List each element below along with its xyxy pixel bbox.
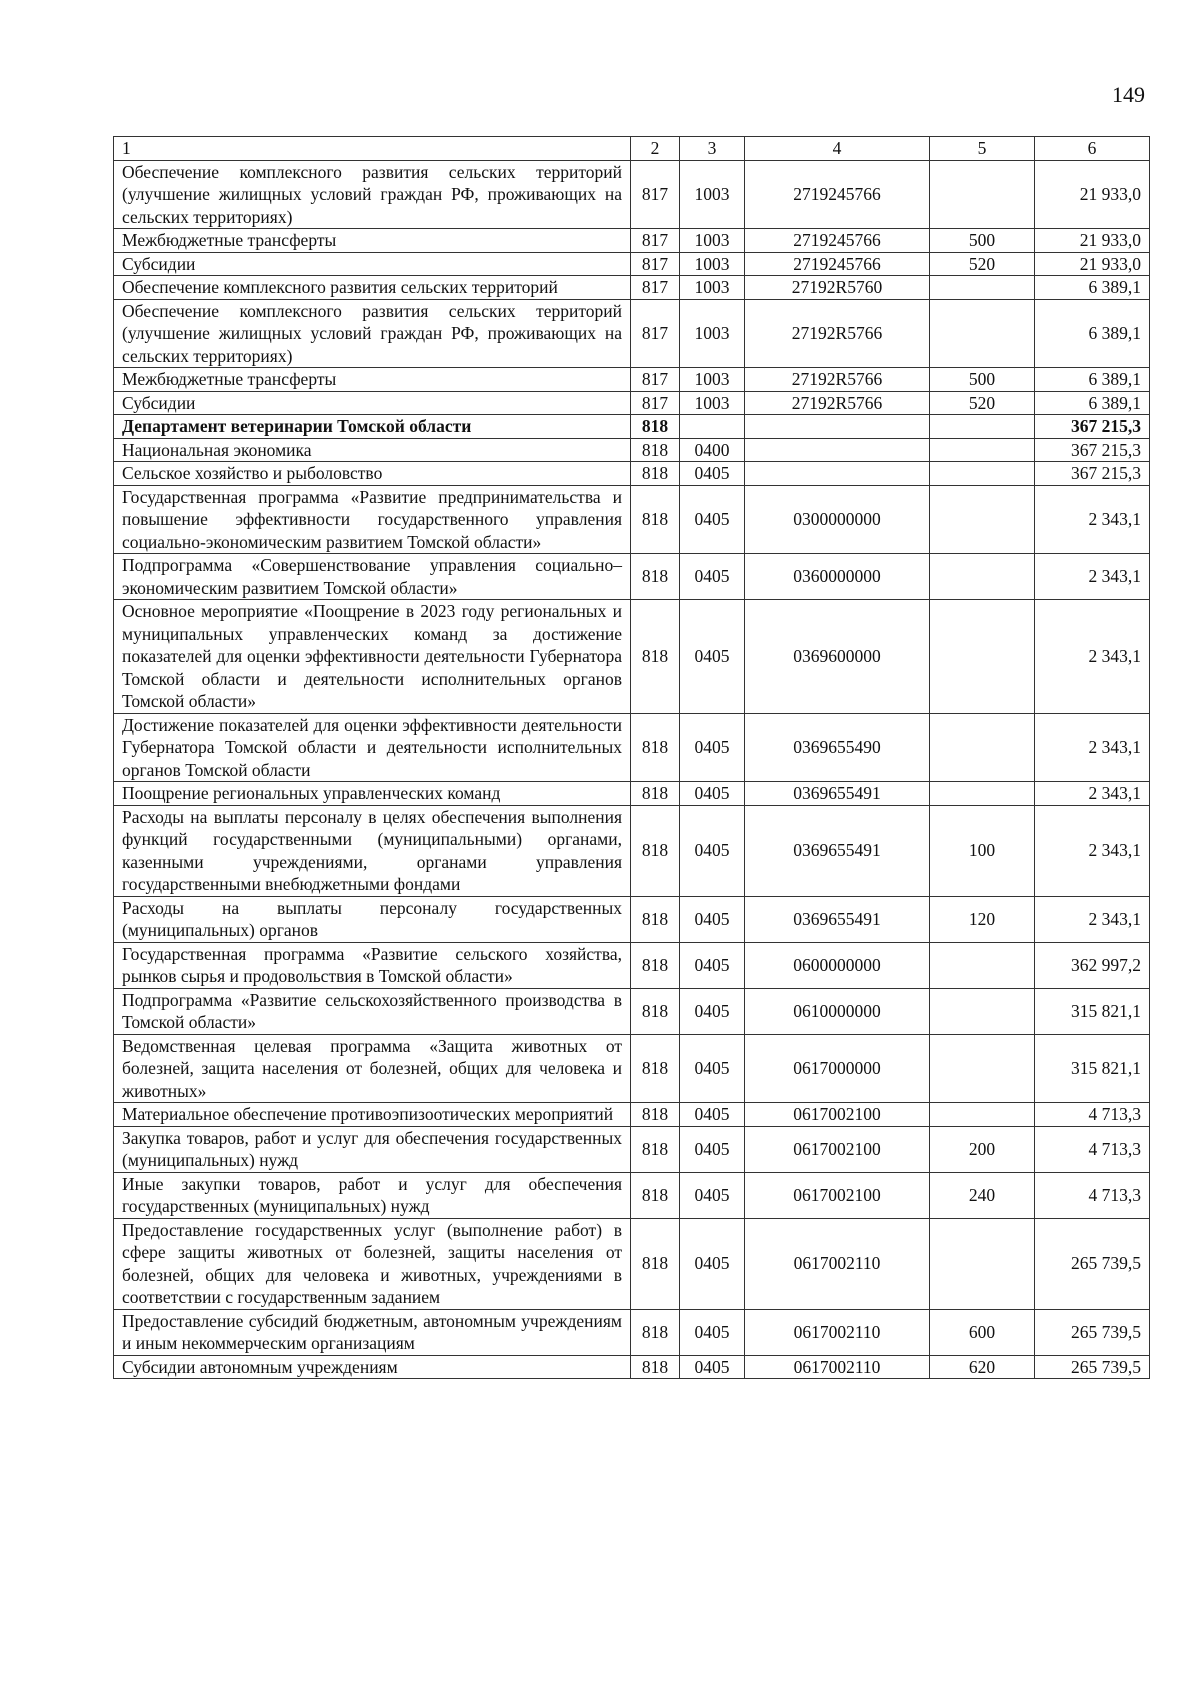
row-grbs-cell: 818 (631, 782, 680, 806)
row-name-cell: Достижение показателей для оценки эффективности деятельности Губернатора Томской области и деятельности исполнительных органов Томской области (114, 713, 631, 782)
row-target-cell: 2719245766 (745, 160, 930, 229)
table-row (114, 438, 1150, 462)
row-type-cell (930, 554, 1035, 600)
row-name-cell: Государственная программа «Развитие предпринимательства и повышение эффективности государственного управления социально-экономическим развитием Томской области» (114, 485, 631, 554)
row-target-cell: 0369655491 (745, 782, 930, 806)
row-amount-cell: 4 713,3 (1035, 1103, 1150, 1127)
row-name-cell: Межбюджетные трансферты (114, 229, 631, 253)
table-row (114, 1355, 1150, 1379)
row-amount-cell: 367 215,3 (1035, 438, 1150, 462)
row-amount-cell: 265 739,5 (1035, 1355, 1150, 1379)
row-grbs-cell: 818 (631, 485, 680, 554)
table-row (114, 485, 1150, 554)
budget-table (113, 136, 1150, 1379)
row-target-cell: 0617002100 (745, 1103, 930, 1127)
row-target-cell: 0617002100 (745, 1126, 930, 1172)
row-target-cell: 0617002100 (745, 1172, 930, 1218)
row-target-cell: 0369655491 (745, 805, 930, 896)
row-name-cell: Департамент ветеринарии Томской области (114, 415, 631, 439)
table-row (114, 391, 1150, 415)
row-amount-cell: 315 821,1 (1035, 988, 1150, 1034)
row-section-cell: 1003 (680, 368, 745, 392)
table-row (114, 988, 1150, 1034)
table-row (114, 368, 1150, 392)
row-type-cell (930, 485, 1035, 554)
row-section-cell: 0405 (680, 942, 745, 988)
row-name-cell: Закупка товаров, работ и услуг для обеспечения государственных (муниципальных) нужд (114, 1126, 631, 1172)
row-name-cell: Государственная программа «Развитие сельского хозяйства, рынков сырья и продовольствия в Томской области» (114, 942, 631, 988)
table-row (114, 1172, 1150, 1218)
row-grbs-cell: 818 (631, 1103, 680, 1127)
row-grbs-cell: 818 (631, 415, 680, 439)
row-target-cell: 27192R5766 (745, 391, 930, 415)
row-type-cell (930, 276, 1035, 300)
row-type-cell (930, 1103, 1035, 1127)
row-name-cell: Субсидии (114, 391, 631, 415)
row-name-cell: Материальное обеспечение противоэпизоотических мероприятий (114, 1103, 631, 1127)
row-section-cell: 0405 (680, 1126, 745, 1172)
row-type-cell: 520 (930, 391, 1035, 415)
header-cell-3: 3 (680, 137, 745, 161)
budget-table-body (114, 137, 1150, 1379)
row-target-cell: 2719245766 (745, 252, 930, 276)
table-row (114, 600, 1150, 714)
row-type-cell (930, 600, 1035, 714)
table-row (114, 1218, 1150, 1309)
row-grbs-cell: 818 (631, 1034, 680, 1103)
row-section-cell: 0405 (680, 1309, 745, 1355)
table-row (114, 1126, 1150, 1172)
row-amount-cell: 6 389,1 (1035, 299, 1150, 368)
row-section-cell: 0405 (680, 485, 745, 554)
row-grbs-cell: 818 (631, 462, 680, 486)
row-amount-cell: 2 343,1 (1035, 896, 1150, 942)
row-grbs-cell: 818 (631, 554, 680, 600)
row-name-cell: Предоставление субсидий бюджетным, автономным учреждениям и иным некоммерческим организациям (114, 1309, 631, 1355)
table-row (114, 896, 1150, 942)
row-type-cell: 500 (930, 368, 1035, 392)
row-amount-cell: 2 343,1 (1035, 485, 1150, 554)
page-number: 149 (1112, 82, 1145, 107)
row-target-cell (745, 462, 930, 486)
row-amount-cell: 265 739,5 (1035, 1218, 1150, 1309)
row-amount-cell: 21 933,0 (1035, 160, 1150, 229)
header-cell-5: 5 (930, 137, 1035, 161)
row-target-cell: 0600000000 (745, 942, 930, 988)
row-amount-cell: 6 389,1 (1035, 368, 1150, 392)
row-amount-cell: 21 933,0 (1035, 252, 1150, 276)
row-target-cell: 0617000000 (745, 1034, 930, 1103)
row-type-cell (930, 988, 1035, 1034)
table-header-row (114, 137, 1150, 161)
row-name-cell: Основное мероприятие «Поощрение в 2023 году региональных и муниципальных управленческих команд за достижение показателей для оценки эффективности деятельности Губернатора Томской области и деятельности исполнительных органов Томской области» (114, 600, 631, 714)
row-grbs-cell: 817 (631, 276, 680, 300)
row-grbs-cell: 818 (631, 1355, 680, 1379)
row-section-cell: 0405 (680, 896, 745, 942)
table-row (114, 805, 1150, 896)
row-name-cell: Межбюджетные трансферты (114, 368, 631, 392)
row-grbs-cell: 818 (631, 1218, 680, 1309)
row-type-cell (930, 1034, 1035, 1103)
row-name-cell: Ведомственная целевая программа «Защита животных от болезней, защита населения от болезней, общих для человека и животных» (114, 1034, 631, 1103)
row-section-cell: 1003 (680, 252, 745, 276)
row-name-cell: Поощрение региональных управленческих команд (114, 782, 631, 806)
row-section-cell: 0405 (680, 600, 745, 714)
table-row (114, 554, 1150, 600)
row-type-cell: 240 (930, 1172, 1035, 1218)
row-grbs-cell: 818 (631, 896, 680, 942)
row-grbs-cell: 818 (631, 1309, 680, 1355)
row-grbs-cell: 817 (631, 160, 680, 229)
row-type-cell: 120 (930, 896, 1035, 942)
row-target-cell: 0369600000 (745, 600, 930, 714)
table-row (114, 299, 1150, 368)
row-amount-cell: 6 389,1 (1035, 276, 1150, 300)
row-type-cell (930, 299, 1035, 368)
row-name-cell: Подпрограмма «Совершенствование управления социально–экономическим развитием Томской области» (114, 554, 631, 600)
row-type-cell: 100 (930, 805, 1035, 896)
row-amount-cell: 4 713,3 (1035, 1126, 1150, 1172)
row-type-cell (930, 1218, 1035, 1309)
row-section-cell: 0405 (680, 1034, 745, 1103)
row-grbs-cell: 817 (631, 229, 680, 253)
row-grbs-cell: 818 (631, 713, 680, 782)
table-row (114, 415, 1150, 439)
row-amount-cell: 315 821,1 (1035, 1034, 1150, 1103)
row-name-cell: Иные закупки товаров, работ и услуг для обеспечения государственных (муниципальных) нужд (114, 1172, 631, 1218)
row-type-cell (930, 462, 1035, 486)
row-section-cell: 1003 (680, 299, 745, 368)
row-amount-cell: 21 933,0 (1035, 229, 1150, 253)
row-section-cell: 0405 (680, 1355, 745, 1379)
header-cell-1: 1 (114, 137, 631, 161)
row-type-cell (930, 160, 1035, 229)
row-grbs-cell: 818 (631, 1126, 680, 1172)
row-type-cell (930, 713, 1035, 782)
row-section-cell: 0405 (680, 462, 745, 486)
row-type-cell: 500 (930, 229, 1035, 253)
row-section-cell: 0405 (680, 554, 745, 600)
row-section-cell: 0405 (680, 782, 745, 806)
row-name-cell: Субсидии автономным учреждениям (114, 1355, 631, 1379)
row-section-cell: 0405 (680, 1103, 745, 1127)
row-grbs-cell: 818 (631, 805, 680, 896)
table-row (114, 462, 1150, 486)
row-amount-cell: 2 343,1 (1035, 554, 1150, 600)
row-target-cell: 27192R5760 (745, 276, 930, 300)
row-type-cell (930, 415, 1035, 439)
row-section-cell: 1003 (680, 391, 745, 415)
table-row (114, 942, 1150, 988)
row-amount-cell: 2 343,1 (1035, 782, 1150, 806)
row-target-cell (745, 438, 930, 462)
table-row (114, 229, 1150, 253)
row-type-cell (930, 942, 1035, 988)
table-row (114, 252, 1150, 276)
row-grbs-cell: 817 (631, 368, 680, 392)
row-type-cell: 620 (930, 1355, 1035, 1379)
row-amount-cell: 367 215,3 (1035, 462, 1150, 486)
table-row (114, 782, 1150, 806)
row-name-cell: Подпрограмма «Развитие сельскохозяйственного производства в Томской области» (114, 988, 631, 1034)
row-amount-cell: 4 713,3 (1035, 1172, 1150, 1218)
row-amount-cell: 265 739,5 (1035, 1309, 1150, 1355)
row-section-cell: 0405 (680, 988, 745, 1034)
table-row (114, 160, 1150, 229)
row-name-cell: Расходы на выплаты персоналу государственных (муниципальных) органов (114, 896, 631, 942)
row-grbs-cell: 817 (631, 299, 680, 368)
row-section-cell: 0405 (680, 805, 745, 896)
row-grbs-cell: 817 (631, 252, 680, 276)
row-grbs-cell: 818 (631, 1172, 680, 1218)
row-amount-cell: 6 389,1 (1035, 391, 1150, 415)
row-amount-cell: 2 343,1 (1035, 600, 1150, 714)
row-type-cell (930, 782, 1035, 806)
row-type-cell: 600 (930, 1309, 1035, 1355)
row-section-cell: 1003 (680, 229, 745, 253)
row-amount-cell: 2 343,1 (1035, 805, 1150, 896)
row-name-cell: Сельское хозяйство и рыболовство (114, 462, 631, 486)
table-row (114, 1103, 1150, 1127)
row-name-cell: Обеспечение комплексного развития сельских территорий (114, 276, 631, 300)
row-section-cell: 1003 (680, 276, 745, 300)
row-target-cell: 0360000000 (745, 554, 930, 600)
row-type-cell: 200 (930, 1126, 1035, 1172)
row-target-cell: 0617002110 (745, 1218, 930, 1309)
table-row (114, 1034, 1150, 1103)
row-target-cell: 0300000000 (745, 485, 930, 554)
row-name-cell: Предоставление государственных услуг (выполнение работ) в сфере защиты животных от болезней, защиты населения от болезней, общих для человека и животных, учреждениями в соответствии с государственным заданием (114, 1218, 631, 1309)
row-name-cell: Обеспечение комплексного развития сельских территорий (улучшение жилищных условий граждан РФ, проживающих на сельских территориях) (114, 160, 631, 229)
row-section-cell (680, 415, 745, 439)
row-target-cell: 27192R5766 (745, 368, 930, 392)
table-row (114, 276, 1150, 300)
row-target-cell: 0610000000 (745, 988, 930, 1034)
row-name-cell: Национальная экономика (114, 438, 631, 462)
row-target-cell (745, 415, 930, 439)
header-cell-2: 2 (631, 137, 680, 161)
row-type-cell: 520 (930, 252, 1035, 276)
row-section-cell: 0405 (680, 1172, 745, 1218)
header-cell-6: 6 (1035, 137, 1150, 161)
row-grbs-cell: 818 (631, 600, 680, 714)
row-name-cell: Обеспечение комплексного развития сельских территорий (улучшение жилищных условий граждан РФ, проживающих на сельских территориях) (114, 299, 631, 368)
header-cell-4: 4 (745, 137, 930, 161)
row-target-cell: 2719245766 (745, 229, 930, 253)
row-target-cell: 0369655491 (745, 896, 930, 942)
row-section-cell: 0400 (680, 438, 745, 462)
row-name-cell: Расходы на выплаты персоналу в целях обеспечения выполнения функций государственными (муниципальными) органами, казенными учреждениями, органами управления государственными внебюджетными фондами (114, 805, 631, 896)
row-section-cell: 0405 (680, 1218, 745, 1309)
row-grbs-cell: 818 (631, 942, 680, 988)
row-type-cell (930, 438, 1035, 462)
row-amount-cell: 2 343,1 (1035, 713, 1150, 782)
table-row (114, 713, 1150, 782)
row-amount-cell: 362 997,2 (1035, 942, 1150, 988)
row-target-cell: 0617002110 (745, 1355, 930, 1379)
row-section-cell: 0405 (680, 713, 745, 782)
row-grbs-cell: 818 (631, 438, 680, 462)
row-section-cell: 1003 (680, 160, 745, 229)
row-grbs-cell: 818 (631, 988, 680, 1034)
row-grbs-cell: 817 (631, 391, 680, 415)
table-row (114, 1309, 1150, 1355)
row-target-cell: 0617002110 (745, 1309, 930, 1355)
row-amount-cell: 367 215,3 (1035, 415, 1150, 439)
row-name-cell: Субсидии (114, 252, 631, 276)
row-target-cell: 27192R5766 (745, 299, 930, 368)
row-target-cell: 0369655490 (745, 713, 930, 782)
